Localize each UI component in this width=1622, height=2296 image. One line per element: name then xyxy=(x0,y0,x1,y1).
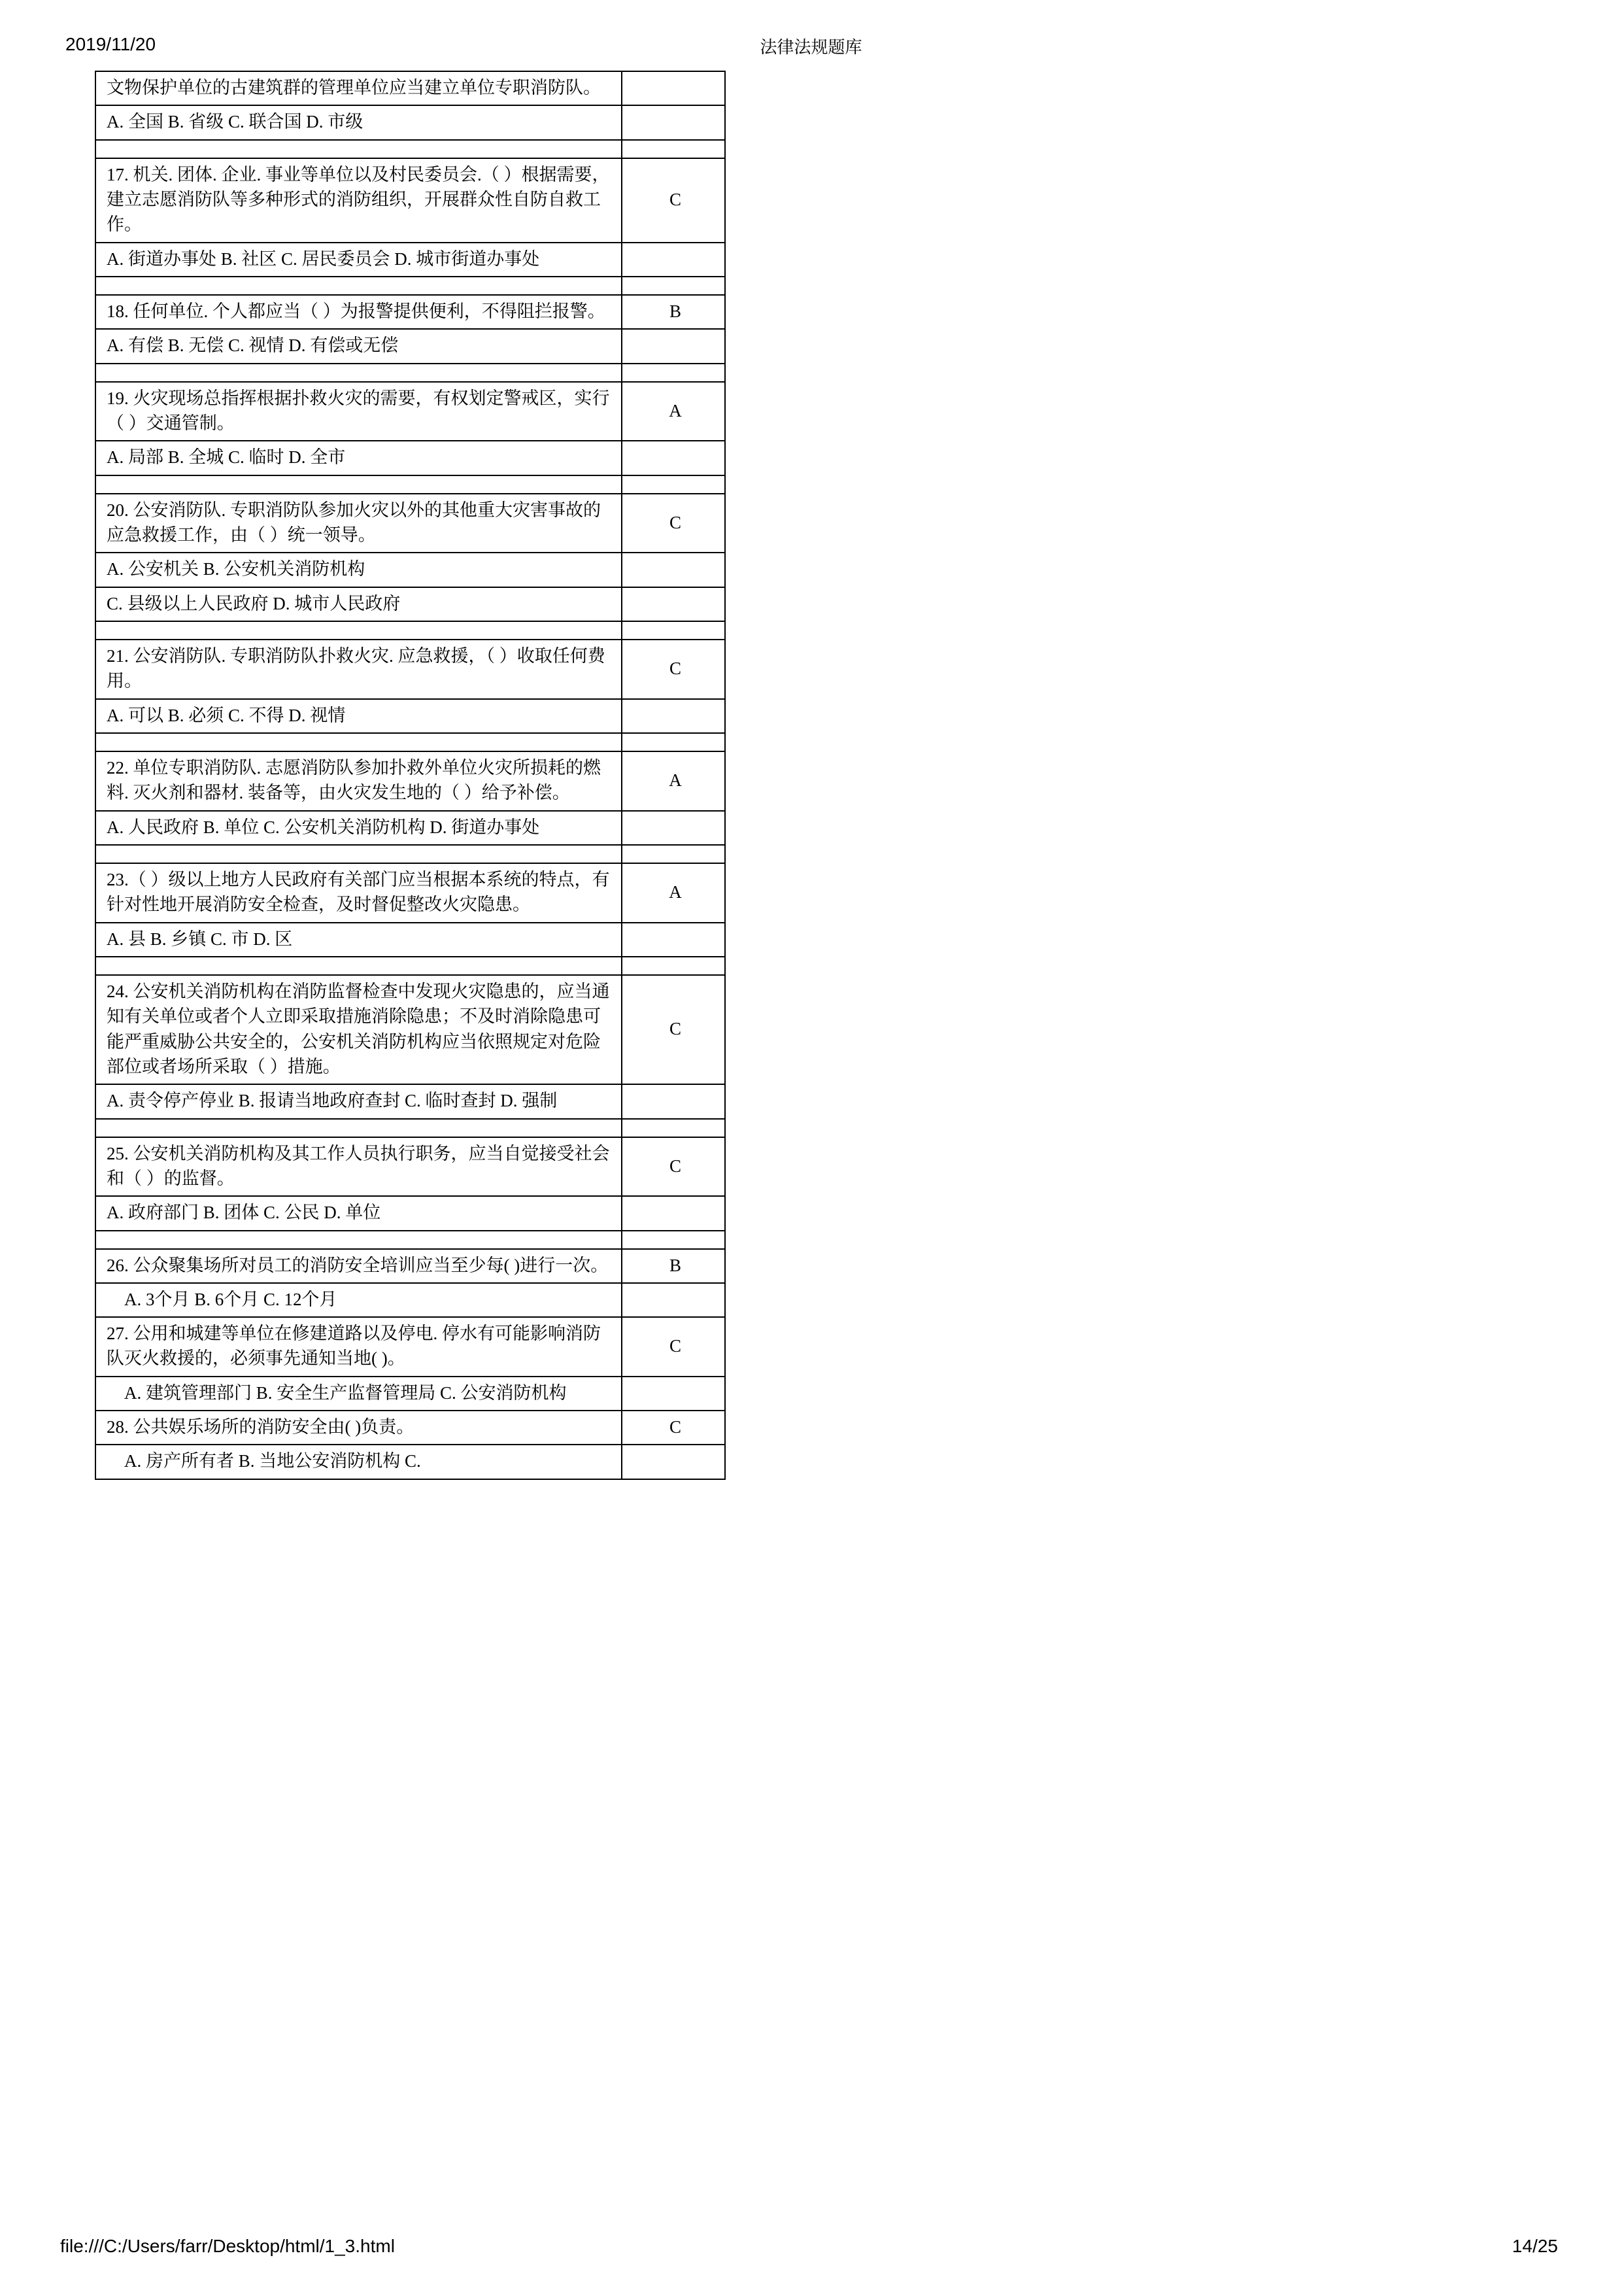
answer-cell: A xyxy=(622,751,725,811)
spacer-answer-cell xyxy=(622,1231,725,1249)
table-spacer-row xyxy=(95,1119,725,1137)
table-row xyxy=(95,1196,725,1230)
spacer-answer-cell xyxy=(622,475,725,494)
table-row xyxy=(95,105,725,139)
table-row xyxy=(95,1283,725,1317)
table-row xyxy=(95,923,725,957)
spacer-answer-cell xyxy=(622,845,725,863)
options-cell: C. 县级以上人民政府 D. 城市人民政府 xyxy=(95,587,622,621)
answer-cell: C xyxy=(622,1317,725,1377)
answer-cell xyxy=(622,1283,725,1317)
spacer-cell xyxy=(95,364,622,382)
table-row xyxy=(95,975,725,1084)
spacer-cell xyxy=(95,277,622,295)
footer-file-path: file:///C:/Users/farr/Desktop/html/1_3.html xyxy=(60,2236,395,2256)
table-row xyxy=(95,751,725,811)
table-row xyxy=(95,640,725,699)
answer-cell: C xyxy=(622,1137,725,1197)
options-cell: A. 责令停产停业 B. 报请当地政府查封 C. 临时查封 D. 强制 xyxy=(95,1084,622,1118)
answer-cell: C xyxy=(622,158,725,243)
spacer-cell xyxy=(95,957,622,975)
answer-cell xyxy=(622,1377,725,1411)
options-cell: A. 公安机关 B. 公安机关消防机构 xyxy=(95,553,622,587)
table-row xyxy=(95,811,725,845)
table-spacer-row xyxy=(95,1231,725,1249)
answer-cell xyxy=(622,553,725,587)
question-cell: 27. 公用和城建等单位在修建道路以及停电. 停水有可能影响消防队灭火救援的，必须事先通知当地( )。 xyxy=(95,1317,622,1377)
question-cell: 22. 单位专职消防队. 志愿消防队参加扑救外单位火灾所损耗的燃料. 灭火剂和器材. 装备等，由火灾发生地的（ ）给予补偿。 xyxy=(95,751,622,811)
table-row xyxy=(95,441,725,475)
options-cell: A. 县 B. 乡镇 C. 市 D. 区 xyxy=(95,923,622,957)
answer-cell: C xyxy=(622,494,725,553)
answer-cell: A xyxy=(622,382,725,441)
table-spacer-row xyxy=(95,364,725,382)
spacer-cell xyxy=(95,1119,622,1137)
options-cell: A. 建筑管理部门 B. 安全生产监督管理局 C. 公安消防机构 xyxy=(95,1377,622,1411)
options-cell: A. 全国 B. 省级 C. 联合国 D. 市级 xyxy=(95,105,622,139)
table-row xyxy=(95,329,725,363)
spacer-answer-cell xyxy=(622,140,725,158)
answer-cell xyxy=(622,587,725,621)
table-row xyxy=(95,699,725,733)
answer-cell: C xyxy=(622,640,725,699)
question-cell: 24. 公安机关消防机构在消防监督检查中发现火灾隐患的，应当通知有关单位或者个人立即采取措施消除隐患；不及时消除隐患可能严重威胁公共安全的，公安机关消防机构应当依照规定对危险部位或者场所采取（ ）措施。 xyxy=(95,975,622,1084)
question-cell: 20. 公安消防队. 专职消防队参加火灾以外的其他重大灾害事故的应急救援工作，由（ ）统一领导。 xyxy=(95,494,622,553)
question-cell: 28. 公共娱乐场所的消防安全由( )负责。 xyxy=(95,1411,622,1445)
answer-cell xyxy=(622,923,725,957)
spacer-cell xyxy=(95,621,622,640)
answer-cell xyxy=(622,441,725,475)
table-spacer-row xyxy=(95,621,725,640)
answer-cell: A xyxy=(622,863,725,923)
table-row xyxy=(95,1317,725,1377)
header-title: 法律法规题库 xyxy=(760,37,862,57)
spacer-cell xyxy=(95,475,622,494)
options-cell: A. 房产所有者 B. 当地公安消防机构 C. xyxy=(95,1445,622,1479)
table-spacer-row xyxy=(95,957,725,975)
page-header xyxy=(0,34,1622,60)
table-row xyxy=(95,1084,725,1118)
table-spacer-row xyxy=(95,845,725,863)
answer-cell xyxy=(622,811,725,845)
table-row xyxy=(95,1249,725,1283)
spacer-cell xyxy=(95,1231,622,1249)
table-row xyxy=(95,71,725,105)
spacer-answer-cell xyxy=(622,364,725,382)
table-row xyxy=(95,1137,725,1197)
answer-cell: B xyxy=(622,1249,725,1283)
answer-cell: C xyxy=(622,1411,725,1445)
spacer-cell xyxy=(95,140,622,158)
answer-cell: C xyxy=(622,975,725,1084)
spacer-cell xyxy=(95,733,622,751)
table-row xyxy=(95,1377,725,1411)
table-row xyxy=(95,587,725,621)
table-spacer-row xyxy=(95,140,725,158)
spacer-answer-cell xyxy=(622,621,725,640)
spacer-cell xyxy=(95,845,622,863)
answer-cell xyxy=(622,699,725,733)
question-cell: 21. 公安消防队. 专职消防队扑救火灾. 应急救援，（ ）收取任何费用。 xyxy=(95,640,622,699)
answer-cell xyxy=(622,329,725,363)
spacer-answer-cell xyxy=(622,1119,725,1137)
table-row xyxy=(95,1411,725,1445)
question-cell: 18. 任何单位. 个人都应当（ ）为报警提供便利，不得阻拦报警。 xyxy=(95,295,622,329)
table-row xyxy=(95,1445,725,1479)
table-row xyxy=(95,494,725,553)
answer-cell xyxy=(622,243,725,277)
spacer-answer-cell xyxy=(622,733,725,751)
table-row xyxy=(95,863,725,923)
spacer-answer-cell xyxy=(622,277,725,295)
answer-cell xyxy=(622,1445,725,1479)
answer-cell xyxy=(622,1084,725,1118)
header-date: 2019/11/20 xyxy=(65,34,156,54)
question-cell: 23.（ ）级以上地方人民政府有关部门应当根据本系统的特点，有针对性地开展消防安全检查，及时督促整改火灾隐患。 xyxy=(95,863,622,923)
answer-cell xyxy=(622,1196,725,1230)
question-cell: 文物保护单位的古建筑群的管理单位应当建立单位专职消防队。 xyxy=(95,71,622,105)
spacer-answer-cell xyxy=(622,957,725,975)
table-row xyxy=(95,382,725,441)
answer-cell xyxy=(622,105,725,139)
footer-page-number: 14/25 xyxy=(1512,2236,1558,2256)
options-cell: A. 政府部门 B. 团体 C. 公民 D. 单位 xyxy=(95,1196,622,1230)
question-cell: 25. 公安机关消防机构及其工作人员执行职务，应当自觉接受社会和（ ）的监督。 xyxy=(95,1137,622,1197)
table-row xyxy=(95,158,725,243)
table-spacer-row xyxy=(95,277,725,295)
options-cell: A. 3个月 B. 6个月 C. 12个月 xyxy=(95,1283,622,1317)
question-cell: 26. 公众聚集场所对员工的消防安全培训应当至少每( )进行一次。 xyxy=(95,1249,622,1283)
table-row xyxy=(95,553,725,587)
table-row xyxy=(95,243,725,277)
table-row xyxy=(95,295,725,329)
table-spacer-row xyxy=(95,733,725,751)
page-footer xyxy=(0,2236,1622,2262)
options-cell: A. 局部 B. 全城 C. 临时 D. 全市 xyxy=(95,441,622,475)
answer-cell xyxy=(622,71,725,105)
options-cell: A. 人民政府 B. 单位 C. 公安机关消防机构 D. 街道办事处 xyxy=(95,811,622,845)
answer-cell: B xyxy=(622,295,725,329)
question-cell: 17. 机关. 团体. 企业. 事业等单位以及村民委员会.（ ）根据需要，建立志愿消防队等多种形式的消防组织，开展群众性自防自救工作。 xyxy=(95,158,622,243)
options-cell: A. 有偿 B. 无偿 C. 视情 D. 有偿或无偿 xyxy=(95,329,622,363)
options-cell: A. 可以 B. 必须 C. 不得 D. 视情 xyxy=(95,699,622,733)
options-cell: A. 街道办事处 B. 社区 C. 居民委员会 D. 城市街道办事处 xyxy=(95,243,622,277)
table-spacer-row xyxy=(95,475,725,494)
question-table xyxy=(95,71,726,1480)
question-cell: 19. 火灾现场总指挥根据扑救火灾的需要，有权划定警戒区，实行（ ）交通管制。 xyxy=(95,382,622,441)
